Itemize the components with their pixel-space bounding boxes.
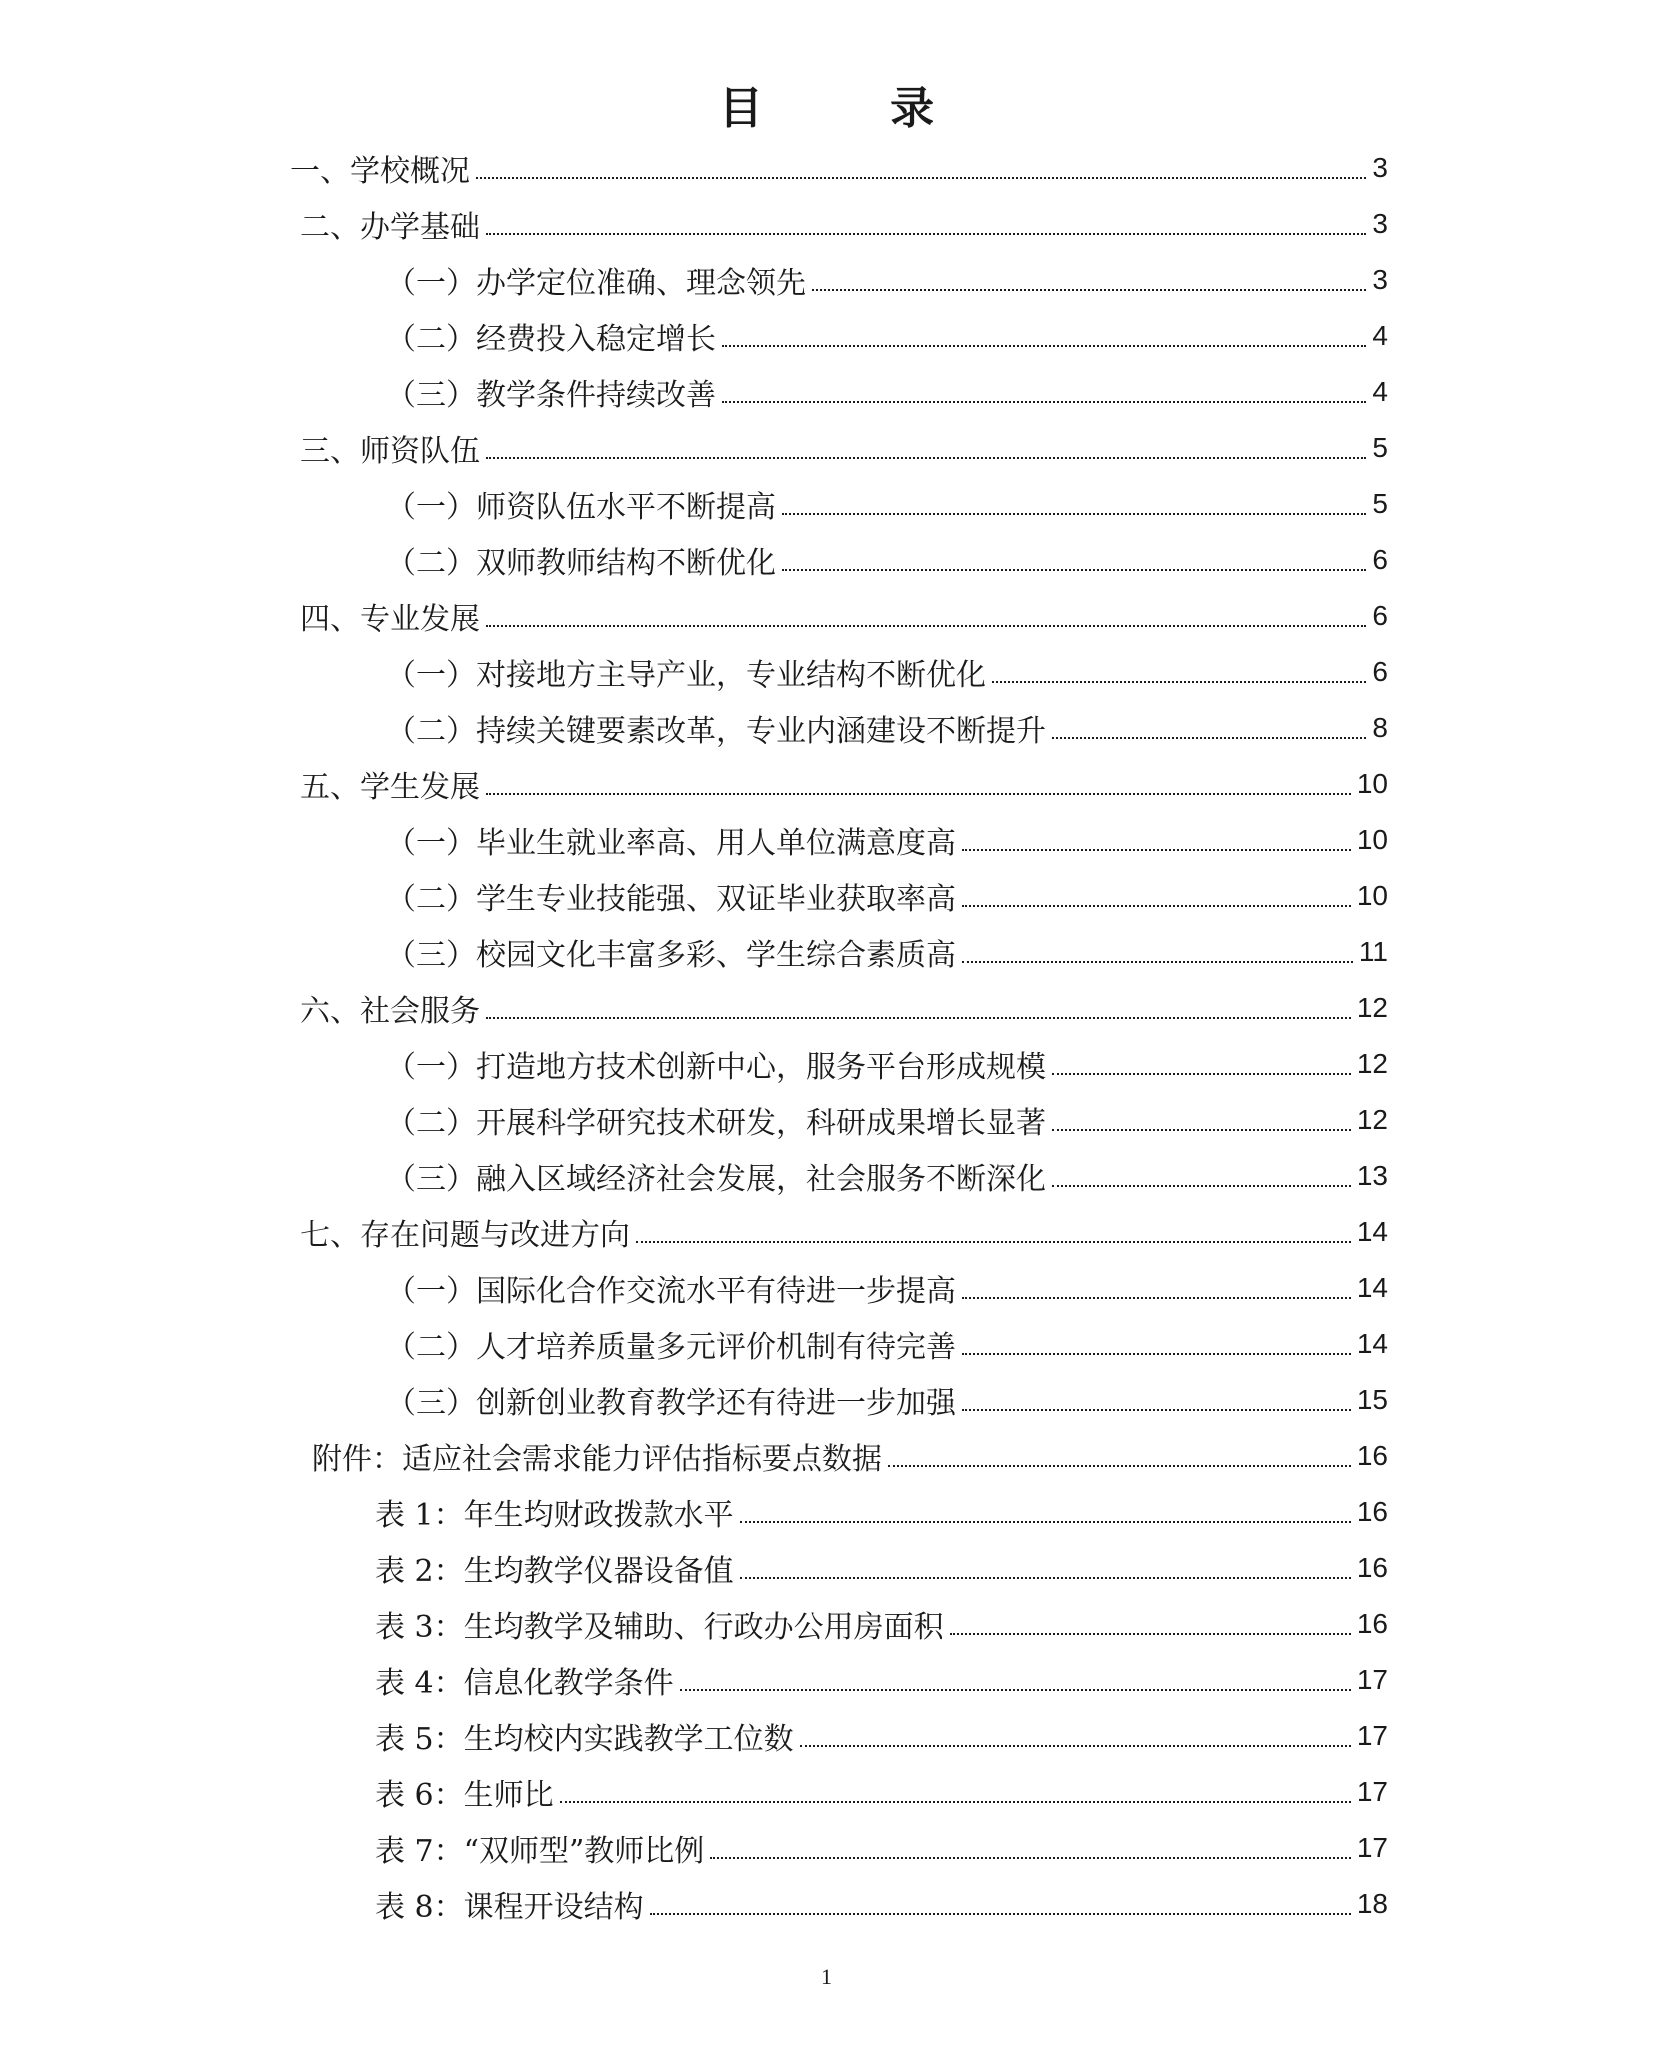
dot-leader <box>650 1913 1351 1915</box>
dot-leader <box>486 1017 1351 1019</box>
toc-entry-subsection[interactable] <box>386 1148 1388 1204</box>
toc-entry-label: （三）教学条件持续改善 <box>386 378 716 413</box>
toc-entry-section[interactable] <box>290 140 1388 196</box>
toc-entry-label: （二）持续关键要素改革，专业内涵建设不断提升 <box>386 714 1046 749</box>
dot-leader <box>962 1353 1351 1355</box>
dot-leader <box>486 625 1366 627</box>
toc-entry-label: （三）创新创业教育教学还有待进一步加强 <box>386 1386 956 1421</box>
toc-entry-section[interactable] <box>300 980 1388 1036</box>
toc-entry-subsection[interactable] <box>386 924 1388 980</box>
toc-entry-label: 表 7：“双师型”教师比例 <box>375 1834 705 1869</box>
toc-entry-page: 15 <box>1356 1384 1388 1415</box>
toc-entry-page: 3 <box>1372 264 1388 295</box>
dot-leader <box>1052 1129 1351 1131</box>
dot-leader <box>636 1241 1351 1243</box>
toc-entry-label: （三）校园文化丰富多彩、学生综合素质高 <box>386 938 956 973</box>
toc-entry-label: （二）人才培养质量多元评价机制有待完善 <box>386 1330 956 1365</box>
toc-entry-page: 3 <box>1372 208 1388 239</box>
toc-entry-subsection[interactable] <box>386 252 1388 308</box>
toc-entry-page: 14 <box>1356 1272 1388 1303</box>
toc-entry-label: （二）学生专业技能强、双证毕业获取率高 <box>386 882 956 917</box>
dot-leader <box>740 1577 1351 1579</box>
toc-entry-page: 4 <box>1372 320 1388 351</box>
toc-entry-label: （一）毕业生就业率高、用人单位满意度高 <box>386 826 956 861</box>
toc-entry-label: 二、办学基础 <box>300 210 480 245</box>
toc-entry-section[interactable] <box>300 756 1388 812</box>
toc-entry-page: 10 <box>1356 880 1388 911</box>
toc-entry-page: 18 <box>1356 1888 1388 1919</box>
toc-entry-page: 5 <box>1372 488 1388 519</box>
toc-entry-page: 16 <box>1356 1608 1388 1639</box>
toc-entry-page: 13 <box>1356 1160 1388 1191</box>
dot-leader <box>962 849 1351 851</box>
dot-leader <box>476 177 1366 179</box>
toc-entry-page: 12 <box>1356 1048 1388 1079</box>
toc-entry-subsection[interactable] <box>386 1036 1388 1092</box>
toc-entry-label: 四、专业发展 <box>300 602 480 637</box>
toc-entry-table[interactable] <box>375 1876 1388 1932</box>
dot-leader <box>812 289 1366 291</box>
toc-entry-page: 17 <box>1356 1664 1388 1695</box>
dot-leader <box>782 513 1366 515</box>
toc-entry-page: 14 <box>1356 1216 1388 1247</box>
toc-entry-subsection[interactable] <box>386 644 1388 700</box>
toc-entry-subsection[interactable] <box>386 1260 1388 1316</box>
page-number: 1 <box>821 1964 832 1989</box>
toc-entry-page: 17 <box>1356 1776 1388 1807</box>
toc-entry-page: 4 <box>1372 376 1388 407</box>
toc-entry-page: 14 <box>1356 1328 1388 1359</box>
toc-entry-subsection[interactable] <box>386 868 1388 924</box>
toc-entry-page: 16 <box>1356 1496 1388 1527</box>
toc-entry-section[interactable] <box>300 196 1388 252</box>
dot-leader <box>950 1633 1351 1635</box>
toc-entry-label: （二）开展科学研究技术研发，科研成果增长显著 <box>386 1106 1046 1141</box>
toc-entry-subsection[interactable] <box>386 1372 1388 1428</box>
toc-entry-page: 8 <box>1372 712 1388 743</box>
toc-entry-label: 三、师资队伍 <box>300 434 480 469</box>
toc-entry-label: 表 5：生均校内实践教学工位数 <box>375 1722 794 1757</box>
toc-entry-label: 一、学校概况 <box>290 154 470 189</box>
toc-entry-subsection[interactable] <box>386 812 1388 868</box>
toc-entry-label: （一）打造地方技术创新中心，服务平台形成规模 <box>386 1050 1046 1085</box>
toc-entry-label: 附件：适应社会需求能力评估指标要点数据 <box>312 1442 882 1477</box>
dot-leader <box>740 1521 1351 1523</box>
toc-entry-subsection[interactable] <box>386 532 1388 588</box>
toc-entry-label: 表 6：生师比 <box>375 1778 554 1813</box>
toc-entry-page: 16 <box>1356 1440 1388 1471</box>
toc-entry-table[interactable] <box>375 1540 1388 1596</box>
toc-entry-label: 表 2：生均教学仪器设备值 <box>375 1554 734 1589</box>
dot-leader <box>722 345 1366 347</box>
toc-entry-subsection[interactable] <box>386 364 1388 420</box>
toc-entry-label: 七、存在问题与改进方向 <box>300 1218 630 1253</box>
dot-leader <box>888 1465 1351 1467</box>
dot-leader <box>560 1801 1351 1803</box>
toc-entry-table[interactable] <box>375 1652 1388 1708</box>
toc-entry-section[interactable] <box>300 588 1388 644</box>
dot-leader <box>1052 737 1366 739</box>
toc-entry-subsection[interactable] <box>386 1092 1388 1148</box>
toc-entry-label: （三）融入区域经济社会发展，社会服务不断深化 <box>386 1162 1046 1197</box>
toc-entry-page: 5 <box>1372 432 1388 463</box>
toc-entry-label: 表 1：年生均财政拨款水平 <box>375 1498 734 1533</box>
toc-entry-table[interactable] <box>375 1484 1388 1540</box>
toc-entry-appendix[interactable] <box>312 1428 1388 1484</box>
toc-entry-page: 6 <box>1372 656 1388 687</box>
toc-entry-label: （二）经费投入稳定增长 <box>386 322 716 357</box>
dot-leader <box>722 401 1366 403</box>
dot-leader <box>1052 1073 1351 1075</box>
toc-entry-page: 11 <box>1358 936 1388 967</box>
toc-entry-label: 六、社会服务 <box>300 994 480 1029</box>
dot-leader <box>962 905 1351 907</box>
toc-entry-subsection[interactable] <box>386 1316 1388 1372</box>
dot-leader <box>962 961 1353 963</box>
toc-entry-table[interactable] <box>375 1764 1388 1820</box>
dot-leader <box>486 793 1351 795</box>
toc-entry-label: （一）对接地方主导产业，专业结构不断优化 <box>386 658 986 693</box>
toc-entry-label: （二）双师教师结构不断优化 <box>386 546 776 581</box>
dot-leader <box>962 1297 1351 1299</box>
dot-leader <box>1052 1185 1351 1187</box>
toc-entry-page: 6 <box>1372 544 1388 575</box>
toc-entry-label: 五、学生发展 <box>300 770 480 805</box>
toc-entry-label: 表 4：信息化教学条件 <box>375 1666 674 1701</box>
dot-leader <box>782 569 1366 571</box>
dot-leader <box>486 457 1366 459</box>
dot-leader <box>962 1409 1351 1411</box>
toc-entry-subsection[interactable] <box>386 308 1388 364</box>
toc-entry-page: 3 <box>1372 152 1388 183</box>
toc-entry-label: 表 3：生均教学及辅助、行政办公用房面积 <box>375 1610 944 1645</box>
dot-leader <box>710 1857 1351 1859</box>
toc-entry-subsection[interactable] <box>386 700 1388 756</box>
toc-entry-page: 17 <box>1356 1832 1388 1863</box>
toc-entry-table[interactable] <box>375 1708 1388 1764</box>
toc-entry-page: 16 <box>1356 1552 1388 1583</box>
dot-leader <box>992 681 1366 683</box>
toc-entry-label: （一）国际化合作交流水平有待进一步提高 <box>386 1274 956 1309</box>
dot-leader <box>486 233 1366 235</box>
toc-entry-label: 表 8：课程开设结构 <box>375 1890 644 1925</box>
toc-entry-label: （一）师资队伍水平不断提高 <box>386 490 776 525</box>
toc-entry-page: 12 <box>1356 1104 1388 1135</box>
dot-leader <box>680 1689 1351 1691</box>
toc-entry-section[interactable] <box>300 420 1388 476</box>
toc-entry-page: 6 <box>1372 600 1388 631</box>
toc-entry-page: 12 <box>1356 992 1388 1023</box>
dot-leader <box>800 1745 1351 1747</box>
toc-entry-page: 10 <box>1356 824 1388 855</box>
toc-entry-label: （一）办学定位准确、理念领先 <box>386 266 806 301</box>
toc-entry-section[interactable] <box>300 1204 1388 1260</box>
toc-entry-subsection[interactable] <box>386 476 1388 532</box>
toc-entry-page: 10 <box>1356 768 1388 799</box>
toc-entry-page: 17 <box>1356 1720 1388 1751</box>
toc-entry-table[interactable] <box>375 1596 1388 1652</box>
toc-entry-table[interactable] <box>375 1820 1388 1876</box>
page-title: 目 录 <box>718 83 991 134</box>
